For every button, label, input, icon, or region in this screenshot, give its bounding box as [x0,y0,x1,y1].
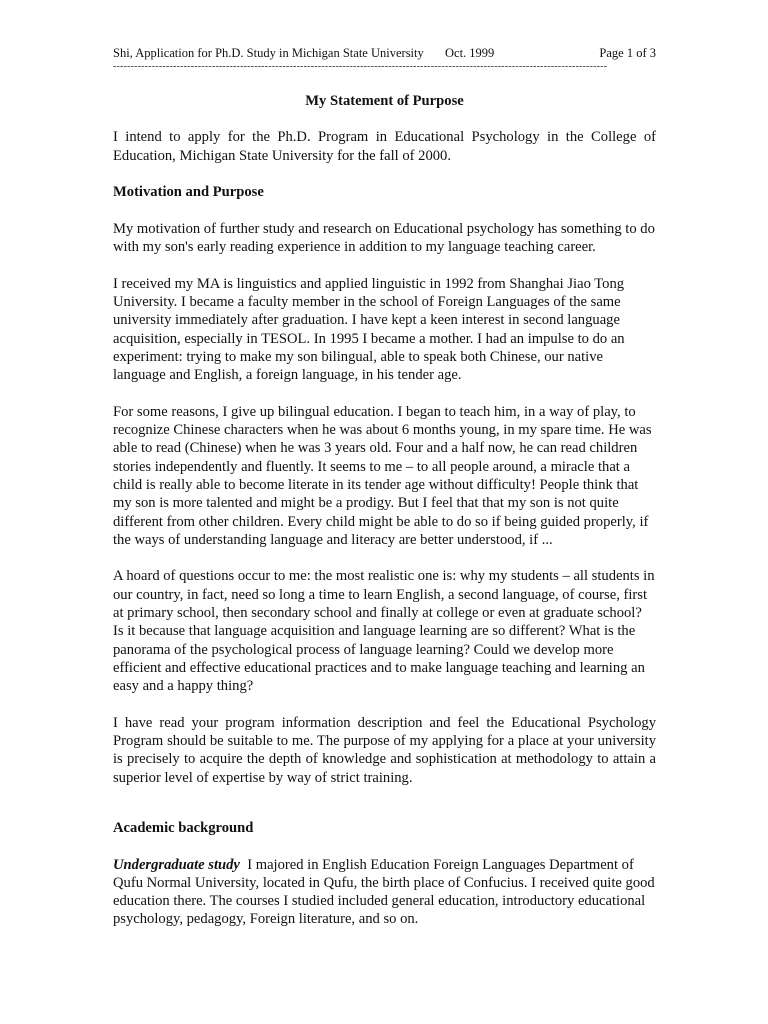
section-heading-academic: Academic background [113,819,254,836]
section-heading-motivation: Motivation and Purpose [113,184,264,201]
motivation-paragraph-1: My motivation of further study and research on Educational psychology has something to do with my son's early reading experience in addition to my language teaching career. [113,220,655,256]
header-page-number: Page 1 of 3 [599,46,656,60]
academic-paragraph-1 [113,856,656,929]
motivation-paragraph-3: For some reasons, I give up bilingual education. I began to teach him, in a way of play, to recognize Chinese characters when he was about 6 months young, in my spare time. He was able to read (Chinese) when he was 3 years old. Four and a half now, he can read children stories independently and fluently. It seems to me – to all people around, a miracle that a child is really able to become literate in its tender age without difficulty! People think that my son is more talented and might be a prodigy. But I feel that that my son is not quite different from other children. Every child might be able to do so if being guided properly, if the ways of understanding language and literacy are better understood, if ... [113,403,652,548]
document-title: My Statement of Purpose [305,93,464,109]
header-date: Oct. 1999 [445,46,495,60]
header-title: Shi, Application for Ph.D. Study in Michigan State University [113,46,424,60]
undergraduate-lead: Undergraduate study [113,856,240,873]
motivation-paragraph-2: I received my MA is linguistics and applied linguistic in 1992 from Shanghai Jiao Tong University. I became a faculty member in the school of Foreign Languages of the same university immediately after graduation. I have kept a keen interest in second language acquisition, especially in TESOL. In 1995 I became a mother. I had an impulse to do an experiment: trying to make my son bilingual, able to speak both Chinese, our native language and English, a foreign language, in his tender age. [113,275,625,384]
document-body [113,92,656,947]
intro-paragraph: I intend to apply for the Ph.D. Program in Educational Psychology in the College of Education, Michigan State University for the fall of 2000. [113,129,656,164]
header-divider: -------------------------------------------------------------------------------------------------------------------------------------------- [113,61,608,72]
motivation-paragraph-4: A hoard of questions occur to me: the most realistic one is: why my students – all students in our country, in fact, need so long a time to learn English, a second language, of course, first at primary school, then secondary school and finally at college or even at graduate school? Is it because that language acquisition and language learning are so different? What is the panorama of the psychological process of language learning? Could we develop more efficient and effective educational practices and to make language teaching and learning an easy and a happy thing? [113,568,655,695]
undergraduate-text: I majored in English Education Foreign Languages Department of Qufu Normal University, located in Qufu, the birth place of Confucius. I received quite good education there. The courses I studied included general education, introductory educational psychology, pedagogy, Foreign literature, and so on. [113,856,655,928]
motivation-paragraph-5: I have read your program information description and feel the Educational Psychology Program should be suitable to me. The purpose of my applying for a place at your university is precisely to acquire the depth of knowledge and sophistication at methodology to attain a superior level of expertise by way of strict training. [113,714,656,786]
